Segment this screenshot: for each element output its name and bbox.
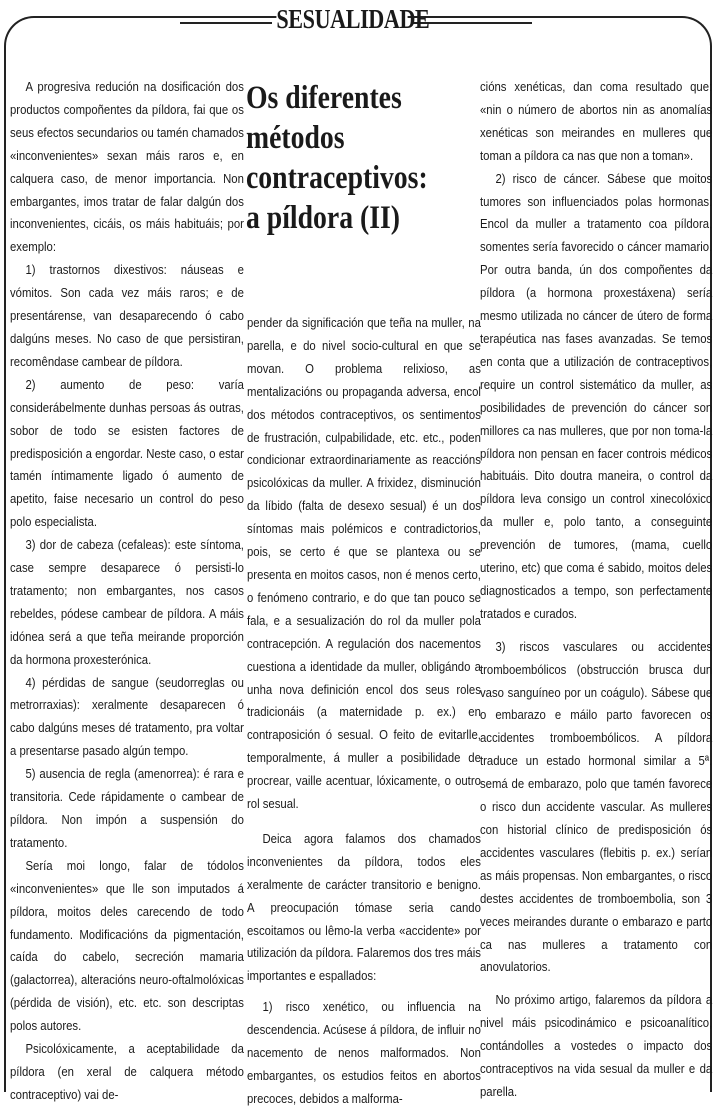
paragraph: 1) trastornos dixestivos: náuseas e vómitos. Son cada vez máis raros; e de presentárense, van desaparecendo ó cabo dalgúns meses. No caso de que persistiran, recomêndase cambear de píldora. — [10, 262, 244, 369]
section-title: SESUALIDADE — [276, 4, 430, 34]
column-1 — [10, 76, 244, 1102]
paragraph: 2) risco de cáncer. Sábese que moitos tumores son influenciados polas hormonas. Encol da muller a tratamento coa píldora, somentes sería favorecido o cáncer mamario. Por outra banda, ún dos compoñentes da píldora (a hormona proxestáxena) sería mesmo utilizada no cáncer de útero de forma terapéutica nas fases avanzadas. Se temos en conta que a utilización de contraceptivos, require un control sistemático da muller, as posibilidades de prevención do cáncer son millores ca nas mulleres, que por non toma-la píldora non pensan en facer controis médicos habituáis. Dito doutra maneira, o control da píldora leva consigo un control xinecolóxico da muller e, polo tanto, a conseguinte prevención de tumores, (mama, cuello uterino, etc) que coma é sabido, moitos deles diagnosticados a tempo, son perfectamente tratados e curados. — [480, 170, 713, 621]
headline-line: métodos — [246, 120, 345, 156]
paragraph: 5) ausencia de regla (amenorrea): é rara e transitoria. Cede rápidamente o cambear de píldora. Non impón a suspensión do tratamento. — [10, 766, 244, 850]
title-rule-right — [412, 22, 532, 24]
paragraph: Psicolóxicamente, a aceptabilidade da píldora (en xeral de calquera método contraceptivo) vai de- — [10, 1041, 244, 1102]
article-headline — [246, 78, 448, 238]
paragraph: 3) dor de cabeza (cefaleas): este síntoma, case sempre desaparece ó persisti-lo tratamento; non embargantes, nos casos rebeldes, pódese cambear de píldora. A máis idónea será a que teña meirande proporción da hormona proxesterónica. — [10, 537, 244, 667]
paragraph: Deica agora falamos dos chamados inconvenientes da píldora, todos eles xeralmente de carácter transitorio e benigno. A preocupación tómase seria cando escoitamos ou lêmo-la verba «accidente» por utilización da píldora. Falaremos dos tres máis importantes e espallados: — [247, 830, 481, 984]
paragraph: 4) pérdidas de sangue (seudorreglas ou metrorraxias): xeralmente desaparecen ó cabo dalgúns meses dé tratamento, pra voltar a presentarse pasado algún tempo. — [10, 674, 244, 759]
paragraph: cións xenéticas, dan coma resultado que: «nin o número de abortos nin as anomalías xenéticas son meirandes en mulleres que toman a píldora ca nas que non a toman». — [480, 79, 713, 163]
headline-line: a píldora (II) — [246, 200, 401, 236]
column-2 — [247, 312, 481, 1106]
paragraph: Sería moi longo, falar de tódolos «inconvenientes» que lle son imputados á píldora, moitos deles carecendo de todo fundamento. Modificacións da pigmentación, caída do cabelo, secreción mamaria (galactorrea), alteracións neuro-oftalmolóxicas (pérdida de visión), etc. etc. son descriptas polos autores. — [10, 857, 244, 1034]
paragraph: 3) riscos vasculares ou accidentes tromboembólicos (obstrucción brusca dun vaso sanguíneo por un coágulo). Sábese que o embarazo e máilo parto favorecen os accidentes tromboembólicos. A píldora traduce un estado hormonal similar a 5ª. semá de embarazo, polo que tamén favorece o risco dun accidente vascular. As mulleres con historial clínico de predisposición ós accidentes vasculares (flebitis p. ex.) serían as máis propensas. Non embargantes, o risco destes accidentes de tromboembolia, son 3 veces meirandes durante o embarazo e parto ca nas mulleres a tratamento con anovulatorios. — [480, 638, 713, 975]
headline-line: Os diferentes — [246, 80, 402, 116]
headline-line: contraceptivos: — [246, 160, 428, 196]
column-3 — [480, 76, 713, 1099]
paragraph: 2) aumento de peso: varía considerábelmente dunhas persoas ás outras, sobor de todo se esisten factores de predisposición a engordar. Neste caso, o estar tamén íntimamente ligado ó aumento de apetito, faise necesario un control do peso polo especialista. — [10, 376, 244, 530]
paragraph: A progresiva redución na dosificación dos productos compoñentes da píldora, fai que os seus efectos secundarios ou tamén chamados «inconvenientes» sexan máis raros e, en calquera caso, de menor importancia. Non embargantes, imos tratar de falar dalgún dos inconvenientes, cicáis, os máis habituáis; por exemplo: — [10, 79, 244, 255]
paragraph: 1) risco xenético, ou influencia na descendencia. Acúsese á píldora, de influir no nacemento de nenos malformados. Non embargantes, os estudios feitos en abortos precoces, debidos a malforma- — [247, 999, 481, 1106]
paragraph: pender da significación que teña na muller, na parella, e do nivel socio-cultural en que se movan. O problema relixioso, as mentalizacións ou propaganda adversa, encol dos métodos contraceptivos, os sentimentos de frustración, culpabilidade, etc. etc., poden condicionar extraordinariamente as reaccións psicolóxicas da muller. A frixidez, disminución da líbido (falta de desexo sesual) é un dos síntomas mais polémicos e contradictorios, pois, se certo é que se plantexa ou se presenta en moitos casos, non é menos certo, o fenómeno contrario, e do que tan pouco se fala, e a sesualización do rol da muller pola contracepción. A regulación dos nacementos cuestiona a identidade da muller, obligándo a unha nova definición encol dos seus roles tradicionáis (a maternidade p. ex.) en contraposición ó sesual. O feito de evitarlle, temporalmente, á muller a posibilidade de procrear, vaille acentuar, lóxicamente, o outro rol sesual. — [247, 315, 481, 812]
title-rule-left — [180, 22, 272, 24]
paragraph: No próximo artigo, falaremos da píldora a nivel máis psicodinámico e psicoanalítico, contándolles a vostedes o impacto dos contraceptivos na vida sesual da muller e da parella. — [480, 992, 713, 1099]
